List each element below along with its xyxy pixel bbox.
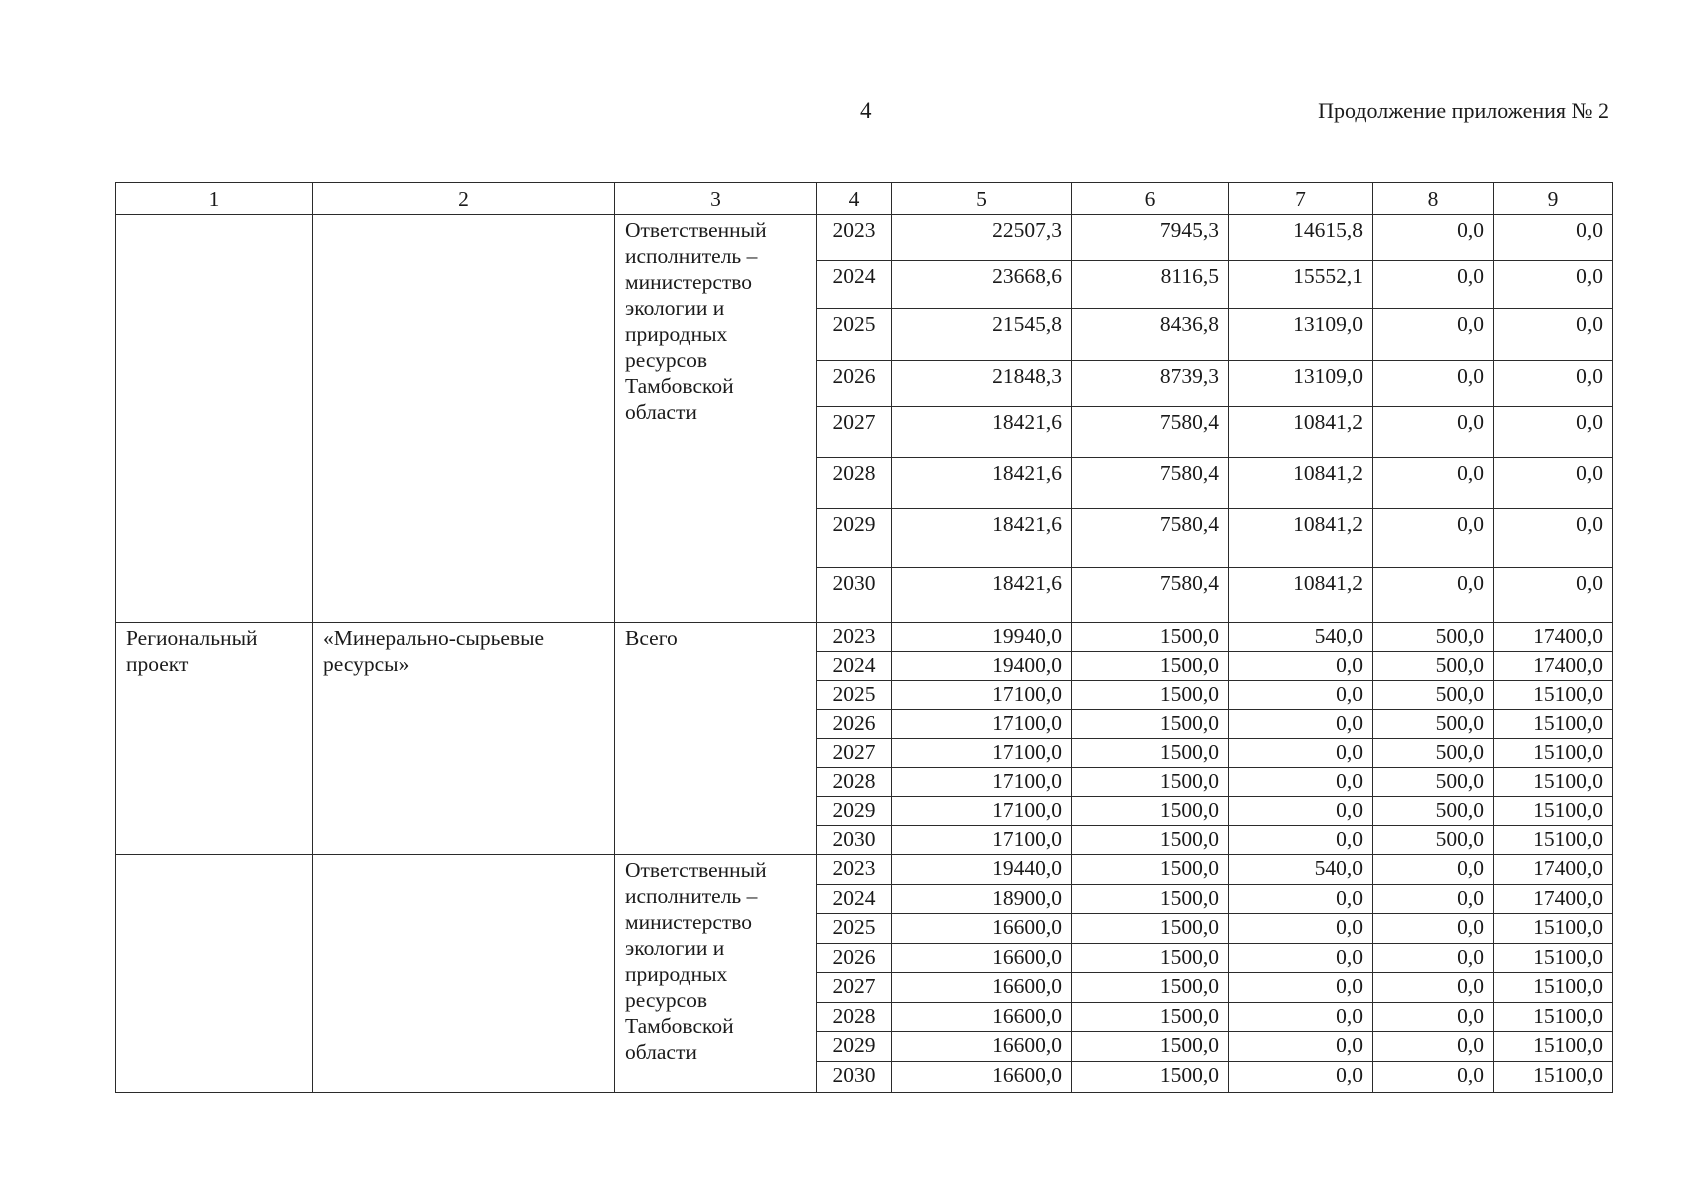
year-cell: 2026	[817, 710, 892, 739]
amount-cell: 8436,8	[1072, 309, 1229, 361]
year-cell: 2025	[817, 681, 892, 710]
amount-cell: 14615,8	[1229, 215, 1373, 261]
executor-cell: Ответственный исполнитель – министерство экологии и природных ресурсов Тамбовской области	[615, 855, 817, 1093]
amount-cell: 15100,0	[1494, 1002, 1613, 1032]
amount-cell: 0,0	[1373, 407, 1494, 458]
amount-cell: 1500,0	[1072, 681, 1229, 710]
amount-cell: 0,0	[1494, 261, 1613, 309]
amount-cell: 16600,0	[892, 1061, 1072, 1092]
amount-cell: 0,0	[1494, 458, 1613, 509]
column-header: 7	[1229, 183, 1373, 215]
amount-cell: 1500,0	[1072, 1061, 1229, 1092]
amount-cell: 7580,4	[1072, 509, 1229, 568]
amount-cell: 17400,0	[1494, 884, 1613, 914]
year-cell: 2030	[817, 1061, 892, 1092]
amount-cell: 15100,0	[1494, 797, 1613, 826]
amount-cell: 15552,1	[1229, 261, 1373, 309]
amount-cell: 500,0	[1373, 797, 1494, 826]
amount-cell: 0,0	[1494, 361, 1613, 407]
row-type-cell	[116, 215, 313, 623]
amount-cell: 7580,4	[1072, 407, 1229, 458]
amount-cell: 0,0	[1494, 568, 1613, 623]
year-cell: 2030	[817, 826, 892, 855]
amount-cell: 17100,0	[892, 681, 1072, 710]
amount-cell: 500,0	[1373, 652, 1494, 681]
amount-cell: 18421,6	[892, 568, 1072, 623]
year-cell: 2027	[817, 739, 892, 768]
amount-cell: 0,0	[1373, 361, 1494, 407]
table-row	[116, 215, 1613, 261]
amount-cell: 18421,6	[892, 509, 1072, 568]
amount-cell: 0,0	[1229, 943, 1373, 973]
amount-cell: 15100,0	[1494, 739, 1613, 768]
row-type-cell	[116, 855, 313, 1093]
amount-cell: 17100,0	[892, 797, 1072, 826]
amount-cell: 19440,0	[892, 855, 1072, 885]
amount-cell: 0,0	[1373, 261, 1494, 309]
amount-cell: 16600,0	[892, 1032, 1072, 1062]
amount-cell: 0,0	[1229, 739, 1373, 768]
year-cell: 2030	[817, 568, 892, 623]
executor-cell: Ответственный исполнитель – министерство экологии и природных ресурсов Тамбовской области	[615, 215, 817, 623]
amount-cell: 0,0	[1373, 973, 1494, 1003]
amount-cell: 0,0	[1229, 652, 1373, 681]
year-cell: 2028	[817, 1002, 892, 1032]
year-cell: 2028	[817, 458, 892, 509]
amount-cell: 17100,0	[892, 710, 1072, 739]
amount-cell: 0,0	[1494, 215, 1613, 261]
amount-cell: 0,0	[1373, 568, 1494, 623]
amount-cell: 21848,3	[892, 361, 1072, 407]
year-cell: 2023	[817, 215, 892, 261]
row-name-cell	[313, 855, 615, 1093]
amount-cell: 1500,0	[1072, 826, 1229, 855]
amount-cell: 1500,0	[1072, 914, 1229, 944]
amount-cell: 0,0	[1373, 855, 1494, 885]
amount-cell: 10841,2	[1229, 458, 1373, 509]
column-header: 5	[892, 183, 1072, 215]
amount-cell: 500,0	[1373, 739, 1494, 768]
amount-cell: 1500,0	[1072, 1002, 1229, 1032]
year-cell: 2024	[817, 261, 892, 309]
column-header: 3	[615, 183, 817, 215]
column-header: 1	[116, 183, 313, 215]
amount-cell: 17400,0	[1494, 623, 1613, 652]
amount-cell: 15100,0	[1494, 1032, 1613, 1062]
year-cell: 2029	[817, 1032, 892, 1062]
amount-cell: 17400,0	[1494, 855, 1613, 885]
column-header: 4	[817, 183, 892, 215]
amount-cell: 1500,0	[1072, 973, 1229, 1003]
amount-cell: 0,0	[1229, 914, 1373, 944]
executor-cell: Всего	[615, 623, 817, 855]
amount-cell: 18900,0	[892, 884, 1072, 914]
amount-cell: 15100,0	[1494, 768, 1613, 797]
amount-cell: 0,0	[1373, 509, 1494, 568]
amount-cell: 0,0	[1229, 826, 1373, 855]
column-header: 6	[1072, 183, 1229, 215]
amount-cell: 0,0	[1229, 681, 1373, 710]
amount-cell: 15100,0	[1494, 1061, 1613, 1092]
amount-cell: 16600,0	[892, 1002, 1072, 1032]
amount-cell: 500,0	[1373, 710, 1494, 739]
year-cell: 2027	[817, 407, 892, 458]
year-cell: 2023	[817, 855, 892, 885]
amount-cell: 1500,0	[1072, 1032, 1229, 1062]
year-cell: 2024	[817, 884, 892, 914]
amount-cell: 1500,0	[1072, 797, 1229, 826]
amount-cell: 10841,2	[1229, 568, 1373, 623]
amount-cell: 0,0	[1373, 914, 1494, 944]
amount-cell: 19400,0	[892, 652, 1072, 681]
amount-cell: 16600,0	[892, 973, 1072, 1003]
amount-cell: 1500,0	[1072, 768, 1229, 797]
amount-cell: 10841,2	[1229, 509, 1373, 568]
amount-cell: 0,0	[1229, 797, 1373, 826]
amount-cell: 500,0	[1373, 768, 1494, 797]
year-cell: 2024	[817, 652, 892, 681]
amount-cell: 0,0	[1229, 1032, 1373, 1062]
amount-cell: 0,0	[1229, 973, 1373, 1003]
amount-cell: 1500,0	[1072, 652, 1229, 681]
amount-cell: 19940,0	[892, 623, 1072, 652]
amount-cell: 7580,4	[1072, 568, 1229, 623]
amount-cell: 17100,0	[892, 739, 1072, 768]
amount-cell: 0,0	[1373, 943, 1494, 973]
amount-cell: 21545,8	[892, 309, 1072, 361]
amount-cell: 0,0	[1229, 884, 1373, 914]
amount-cell: 0,0	[1494, 407, 1613, 458]
year-cell: 2029	[817, 797, 892, 826]
amount-cell: 18421,6	[892, 458, 1072, 509]
amount-cell: 1500,0	[1072, 710, 1229, 739]
appendix-continuation-label: Продолжение приложения № 2	[1318, 98, 1609, 123]
column-header: 2	[313, 183, 615, 215]
amount-cell: 16600,0	[892, 943, 1072, 973]
amount-cell: 1500,0	[1072, 739, 1229, 768]
amount-cell: 1500,0	[1072, 623, 1229, 652]
amount-cell: 0,0	[1229, 768, 1373, 797]
amount-cell: 15100,0	[1494, 681, 1613, 710]
amount-cell: 7945,3	[1072, 215, 1229, 261]
amount-cell: 15100,0	[1494, 943, 1613, 973]
amount-cell: 1500,0	[1072, 855, 1229, 885]
amount-cell: 500,0	[1373, 623, 1494, 652]
amount-cell: 15100,0	[1494, 710, 1613, 739]
amount-cell: 0,0	[1373, 458, 1494, 509]
amount-cell: 7580,4	[1072, 458, 1229, 509]
amount-cell: 13109,0	[1229, 309, 1373, 361]
budget-table	[115, 182, 1613, 1093]
column-number-row	[116, 183, 1613, 215]
amount-cell: 15100,0	[1494, 826, 1613, 855]
amount-cell: 0,0	[1494, 309, 1613, 361]
amount-cell: 17100,0	[892, 768, 1072, 797]
amount-cell: 0,0	[1494, 509, 1613, 568]
amount-cell: 0,0	[1373, 884, 1494, 914]
amount-cell: 23668,6	[892, 261, 1072, 309]
year-cell: 2027	[817, 973, 892, 1003]
amount-cell: 16600,0	[892, 914, 1072, 944]
amount-cell: 0,0	[1373, 1032, 1494, 1062]
year-cell: 2026	[817, 361, 892, 407]
row-name-cell: «Минерально-сырьевые ресурсы»	[313, 623, 615, 855]
year-cell: 2025	[817, 309, 892, 361]
amount-cell: 0,0	[1229, 1061, 1373, 1092]
year-cell: 2025	[817, 914, 892, 944]
column-header: 8	[1373, 183, 1494, 215]
amount-cell: 540,0	[1229, 855, 1373, 885]
amount-cell: 18421,6	[892, 407, 1072, 458]
amount-cell: 8116,5	[1072, 261, 1229, 309]
amount-cell: 0,0	[1373, 1002, 1494, 1032]
amount-cell: 10841,2	[1229, 407, 1373, 458]
amount-cell: 15100,0	[1494, 914, 1613, 944]
amount-cell: 17100,0	[892, 826, 1072, 855]
row-type-cell: Региональный проект	[116, 623, 313, 855]
column-header: 9	[1494, 183, 1613, 215]
amount-cell: 13109,0	[1229, 361, 1373, 407]
amount-cell: 8739,3	[1072, 361, 1229, 407]
page-number: 4	[860, 98, 872, 123]
amount-cell: 22507,3	[892, 215, 1072, 261]
amount-cell: 0,0	[1229, 1002, 1373, 1032]
amount-cell: 500,0	[1373, 826, 1494, 855]
amount-cell: 0,0	[1373, 309, 1494, 361]
table-row	[116, 855, 1613, 885]
year-cell: 2023	[817, 623, 892, 652]
amount-cell: 0,0	[1373, 1061, 1494, 1092]
year-cell: 2026	[817, 943, 892, 973]
table-row	[116, 623, 1613, 652]
row-name-cell	[313, 215, 615, 623]
amount-cell: 17400,0	[1494, 652, 1613, 681]
amount-cell: 540,0	[1229, 623, 1373, 652]
amount-cell: 1500,0	[1072, 884, 1229, 914]
amount-cell: 500,0	[1373, 681, 1494, 710]
year-cell: 2029	[817, 509, 892, 568]
year-cell: 2028	[817, 768, 892, 797]
amount-cell: 15100,0	[1494, 973, 1613, 1003]
amount-cell: 0,0	[1373, 215, 1494, 261]
amount-cell: 1500,0	[1072, 943, 1229, 973]
amount-cell: 0,0	[1229, 710, 1373, 739]
